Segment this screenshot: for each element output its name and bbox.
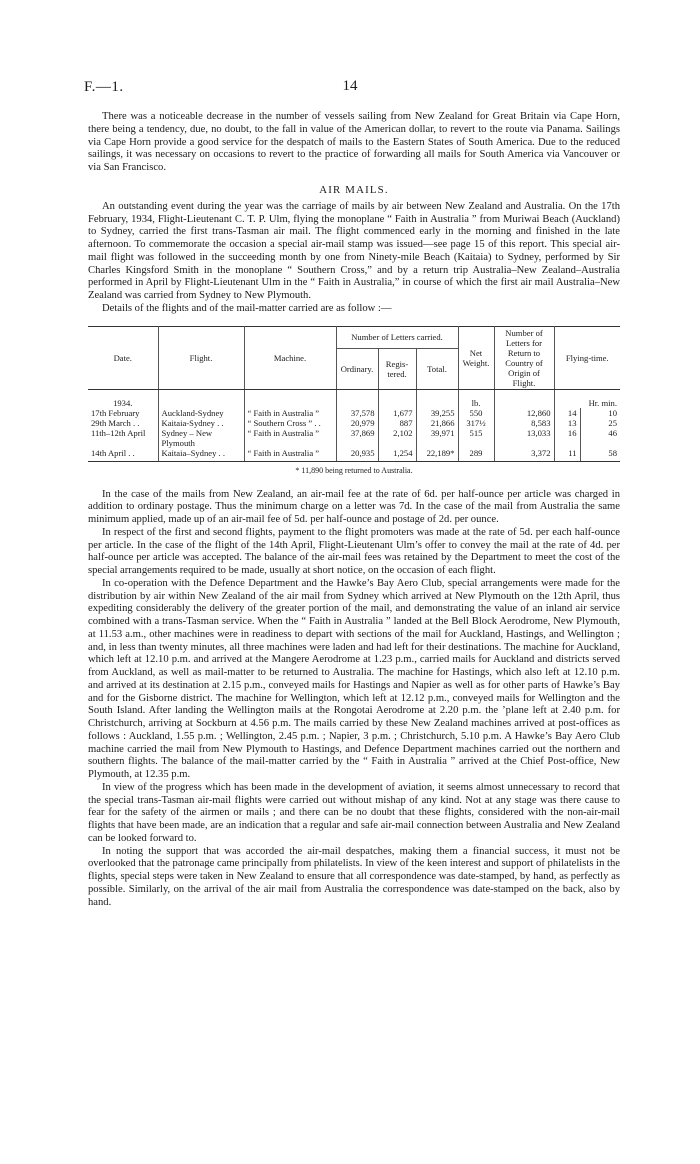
header-letters-group: Number of Letters carried.: [336, 326, 458, 349]
row-ordinary: 37,578: [336, 408, 378, 418]
flights-table: [88, 326, 620, 462]
row-returned: 13,033: [494, 428, 554, 448]
row-flight: Auckland-Sydney: [158, 408, 244, 418]
header-net-weight: Net Weight.: [458, 326, 494, 389]
fees-paragraph: In the case of the mails from New Zealand, an air-mail fee at the rate of 6d. per half-ounce per article was charged in addition to ordinary postage. Thus the minimum charge on a letter was 7d. In the case of the mail from Australia the same minimum applied, made up of an air-mail fee of 5d. per half-ounce and postage of 2d. per ounce.: [88, 488, 620, 525]
row-weight: 317½: [458, 418, 494, 428]
row-returned: 8,583: [494, 418, 554, 428]
row-returned: 3,372: [494, 448, 554, 462]
progress-paragraph: In view of the progress which has been made in the development of aviation, it seems almost unnecessary to record that the special trans-Tasman air-mail flights were carried out without mishap of any kind. Not at any stage was there cause to fear for the safety of the airmen or mails ; and there can be no doubt that these flights, considered with the non-air-mail flights that have been made, are an indication that a regular and safe air-mail connection between Australia and New Zealand can be looked forward to.: [88, 781, 620, 844]
header-returned: Number of Letters for Return to Country of Origin of Flight.: [494, 326, 554, 389]
header-registered: Regis-tered.: [378, 349, 416, 389]
distribution-paragraph: In co-operation with the Defence Department and the Hawke’s Bay Aero Club, special arrangements were made for the distribution by air within New Zealand of the air mail from Sydney which arrived at New Plymouth on the 12th April, thus expediting considerably the delivery of the greater portion of the mail, and demonstrating the value of an inland air service combined with a trans-Tasman service. When the “ Faith in Australia ” landed at the Bell Block Aerodrome, New Plymouth, at 11.53 a.m., other machines were in readiness to depart with sections of the mail for Auckland, Hastings, and Wellington ; and, in less than twenty minutes, all three machines were laden and had left for their destinations. The machine for Auckland, which left at 12.10 p.m. and arrived at the Mangere Aerodrome at 1.23 p.m., carried mails for Auckland and districts served from Auckland, as well as mail-matter to be returned to Australia. The machine for Hastings, which also left at 12.10 p.m. and arrived at its destination at 2.15 p.m., conveyed mails for Hastings and Napier as well as for other parts of Hawke’s Bay and for the Gisborne district. The machine for Wellington, which left at 12.12 p.m., conveyed mails for Wellington and the South Island. After landing the Wellington mails at the Rongotai Aerodrome at 2.20 p.m. the ’plane left at 2.40 p.m. for Christchurch, arriving at Sockburn at 4.56 p.m. The mails carried by these New Zealand machines arrived at post-offices as follows : Auckland, 1.55 p.m. ; Wellington, 2.45 p.m. ; Napier, 3 p.m. ; Christchurch, 5.10 p.m. A Hawke’s Bay Aero Club machine carried the mail from New Plymouth to Hastings, and Defence Department machines carried out the northern and southern flights. The balance of the mail-matter carried by the “ Faith in Australia ” arrived at the Chief Post-office, New Plymouth, at 12.35 p.m.: [88, 577, 620, 780]
header-flight: Flight.: [158, 326, 244, 389]
row-registered: 1,677: [378, 408, 416, 418]
header-date: Date.: [88, 326, 158, 389]
row-machine: “ Faith in Australia ”: [244, 408, 336, 418]
row-minutes: 58: [580, 448, 620, 462]
table-row: [88, 448, 620, 462]
row-date: 29th March . .: [88, 418, 158, 428]
header-ordinary: Ordinary.: [336, 349, 378, 389]
weight-unit: lb.: [458, 389, 494, 408]
report-code: F.—1.: [84, 79, 124, 95]
row-flight: Sydney – New Plymouth: [158, 428, 244, 448]
philatelists-paragraph: In noting the support that was accorded the air-mail despatches, making them a financial success, it must not be overlooked that the patronage came principally from philatelists. In view of the keen interest and support of philatelists in the flights, special steps were taken in New Zealand to ensure that all correspondence was date-stamped, by hand, as perfectly as possible. Similarly, on the arrival of the air mail from Australia the correspondence was date-stamped on the back, also by hand.: [88, 845, 620, 908]
row-hours: 11: [554, 448, 580, 462]
row-machine: “ Faith in Australia ”: [244, 428, 336, 448]
row-registered: 1,254: [378, 448, 416, 462]
row-date: 11th–12th April: [88, 428, 158, 448]
row-hours: 13: [554, 418, 580, 428]
row-ordinary: 20,979: [336, 418, 378, 428]
row-minutes: 10: [608, 407, 617, 418]
row-ordinary: 37,869: [336, 428, 378, 448]
row-date: 17th February: [88, 408, 158, 418]
row-total: 39,971: [416, 428, 458, 448]
row-registered: 2,102: [378, 428, 416, 448]
table-row: [88, 408, 620, 418]
row-minutes: 46: [608, 427, 617, 438]
row-ordinary: 20,935: [336, 448, 378, 462]
page-body: [88, 111, 620, 909]
header-total: Total.: [416, 349, 458, 389]
row-weight: 515: [458, 428, 494, 448]
row-machine: “ Faith in Australia ”: [244, 448, 336, 462]
header-flying-time: Flying-time.: [554, 326, 620, 389]
payment-paragraph: In respect of the first and second flights, payment to the flight promoters was made at the rate of 5d. per each half-ounce per article. In the case of the flight of the 14th April, Flight-Lieutenant Ulm’s offer to convey the mail at the rate of 4d. per half-ounce per article was accepted. The balance of the air-mail fees was retained by the Department to meet the cost of the special arrangements required to be made, usually at short notice, on the occasion of each flight.: [88, 526, 620, 576]
table-row: [88, 428, 620, 448]
row-total: 39,255: [416, 408, 458, 418]
row-date: 14th April . .: [88, 448, 158, 462]
row-total: 21,866: [416, 418, 458, 428]
row-total: 22,189*: [416, 448, 458, 462]
row-returned: 12,860: [494, 408, 554, 418]
section-title: AIR MAILS.: [319, 183, 389, 196]
row-flight: Kaitaia–Sydney . .: [158, 448, 244, 462]
air-mail-paragraph: An outstanding event during the year was the carriage of mails by air between New Zealand and Australia. On the 17th February, 1934, Flight-Lieutenant C. T. P. Ulm, flying the monoplane “ Faith in Australia ” from Muriwai Beach (Auckland) to Sydney, carried the first trans-Tasman air mail. The flight commenced early in the morning and finished in the late afternoon. To commemorate the occasion a special air-mail stamp was issued—see page 15 of this report. This special air-mail flight was followed in the succeeding month by one from Ninety-mile Beach (Kaitaia) to Sydney, performed by Sir Charles Kingsford Smith in the monoplane “ Southern Cross,” and by a return trip Australia–New Zealand–Australia performed in April by Flight-Lieutenant Ulm in the “ Faith in Australia,” in course of which the first air mail Australia–New Zealand was carried from Sydney to New Plymouth.: [88, 200, 620, 301]
row-hours: 14: [554, 408, 580, 418]
details-intro: Details of the flights and of the mail-matter carried are as follow :—: [102, 302, 392, 314]
intro-paragraph: There was a noticeable decrease in the number of vessels sailing from New Zealand for Great Britain via Cape Horn, there being a tendency, due, no doubt, to the fall in value of the American dollar, to revert to the route via Panama. Sailings via Cape Horn provide a good service for the despatch of mails to the Eastern States of South America. Due to the reduced sailings, it was necessary on occasions to revert to the practice of forwarding all mails for South America via Vancouver or via San Francisco.: [88, 111, 620, 173]
header-machine: Machine.: [244, 326, 336, 389]
table-row: [88, 418, 620, 428]
row-weight: 289: [458, 448, 494, 462]
page-number: 14: [342, 78, 358, 94]
row-weight: 550: [458, 408, 494, 418]
row-hours: 16: [554, 428, 580, 448]
table-footnote: * 11,890 being returned to Australia.: [295, 465, 413, 475]
row-flight: Kaitaia-Sydney . .: [158, 418, 244, 428]
row-registered: 887: [378, 418, 416, 428]
table-units-row: [88, 389, 620, 408]
row-minutes: 25: [608, 417, 617, 428]
time-unit: Hr. min.: [588, 397, 617, 408]
row-machine: “ Southern Cross ” . .: [244, 418, 336, 428]
year-label: 1934.: [88, 389, 158, 408]
